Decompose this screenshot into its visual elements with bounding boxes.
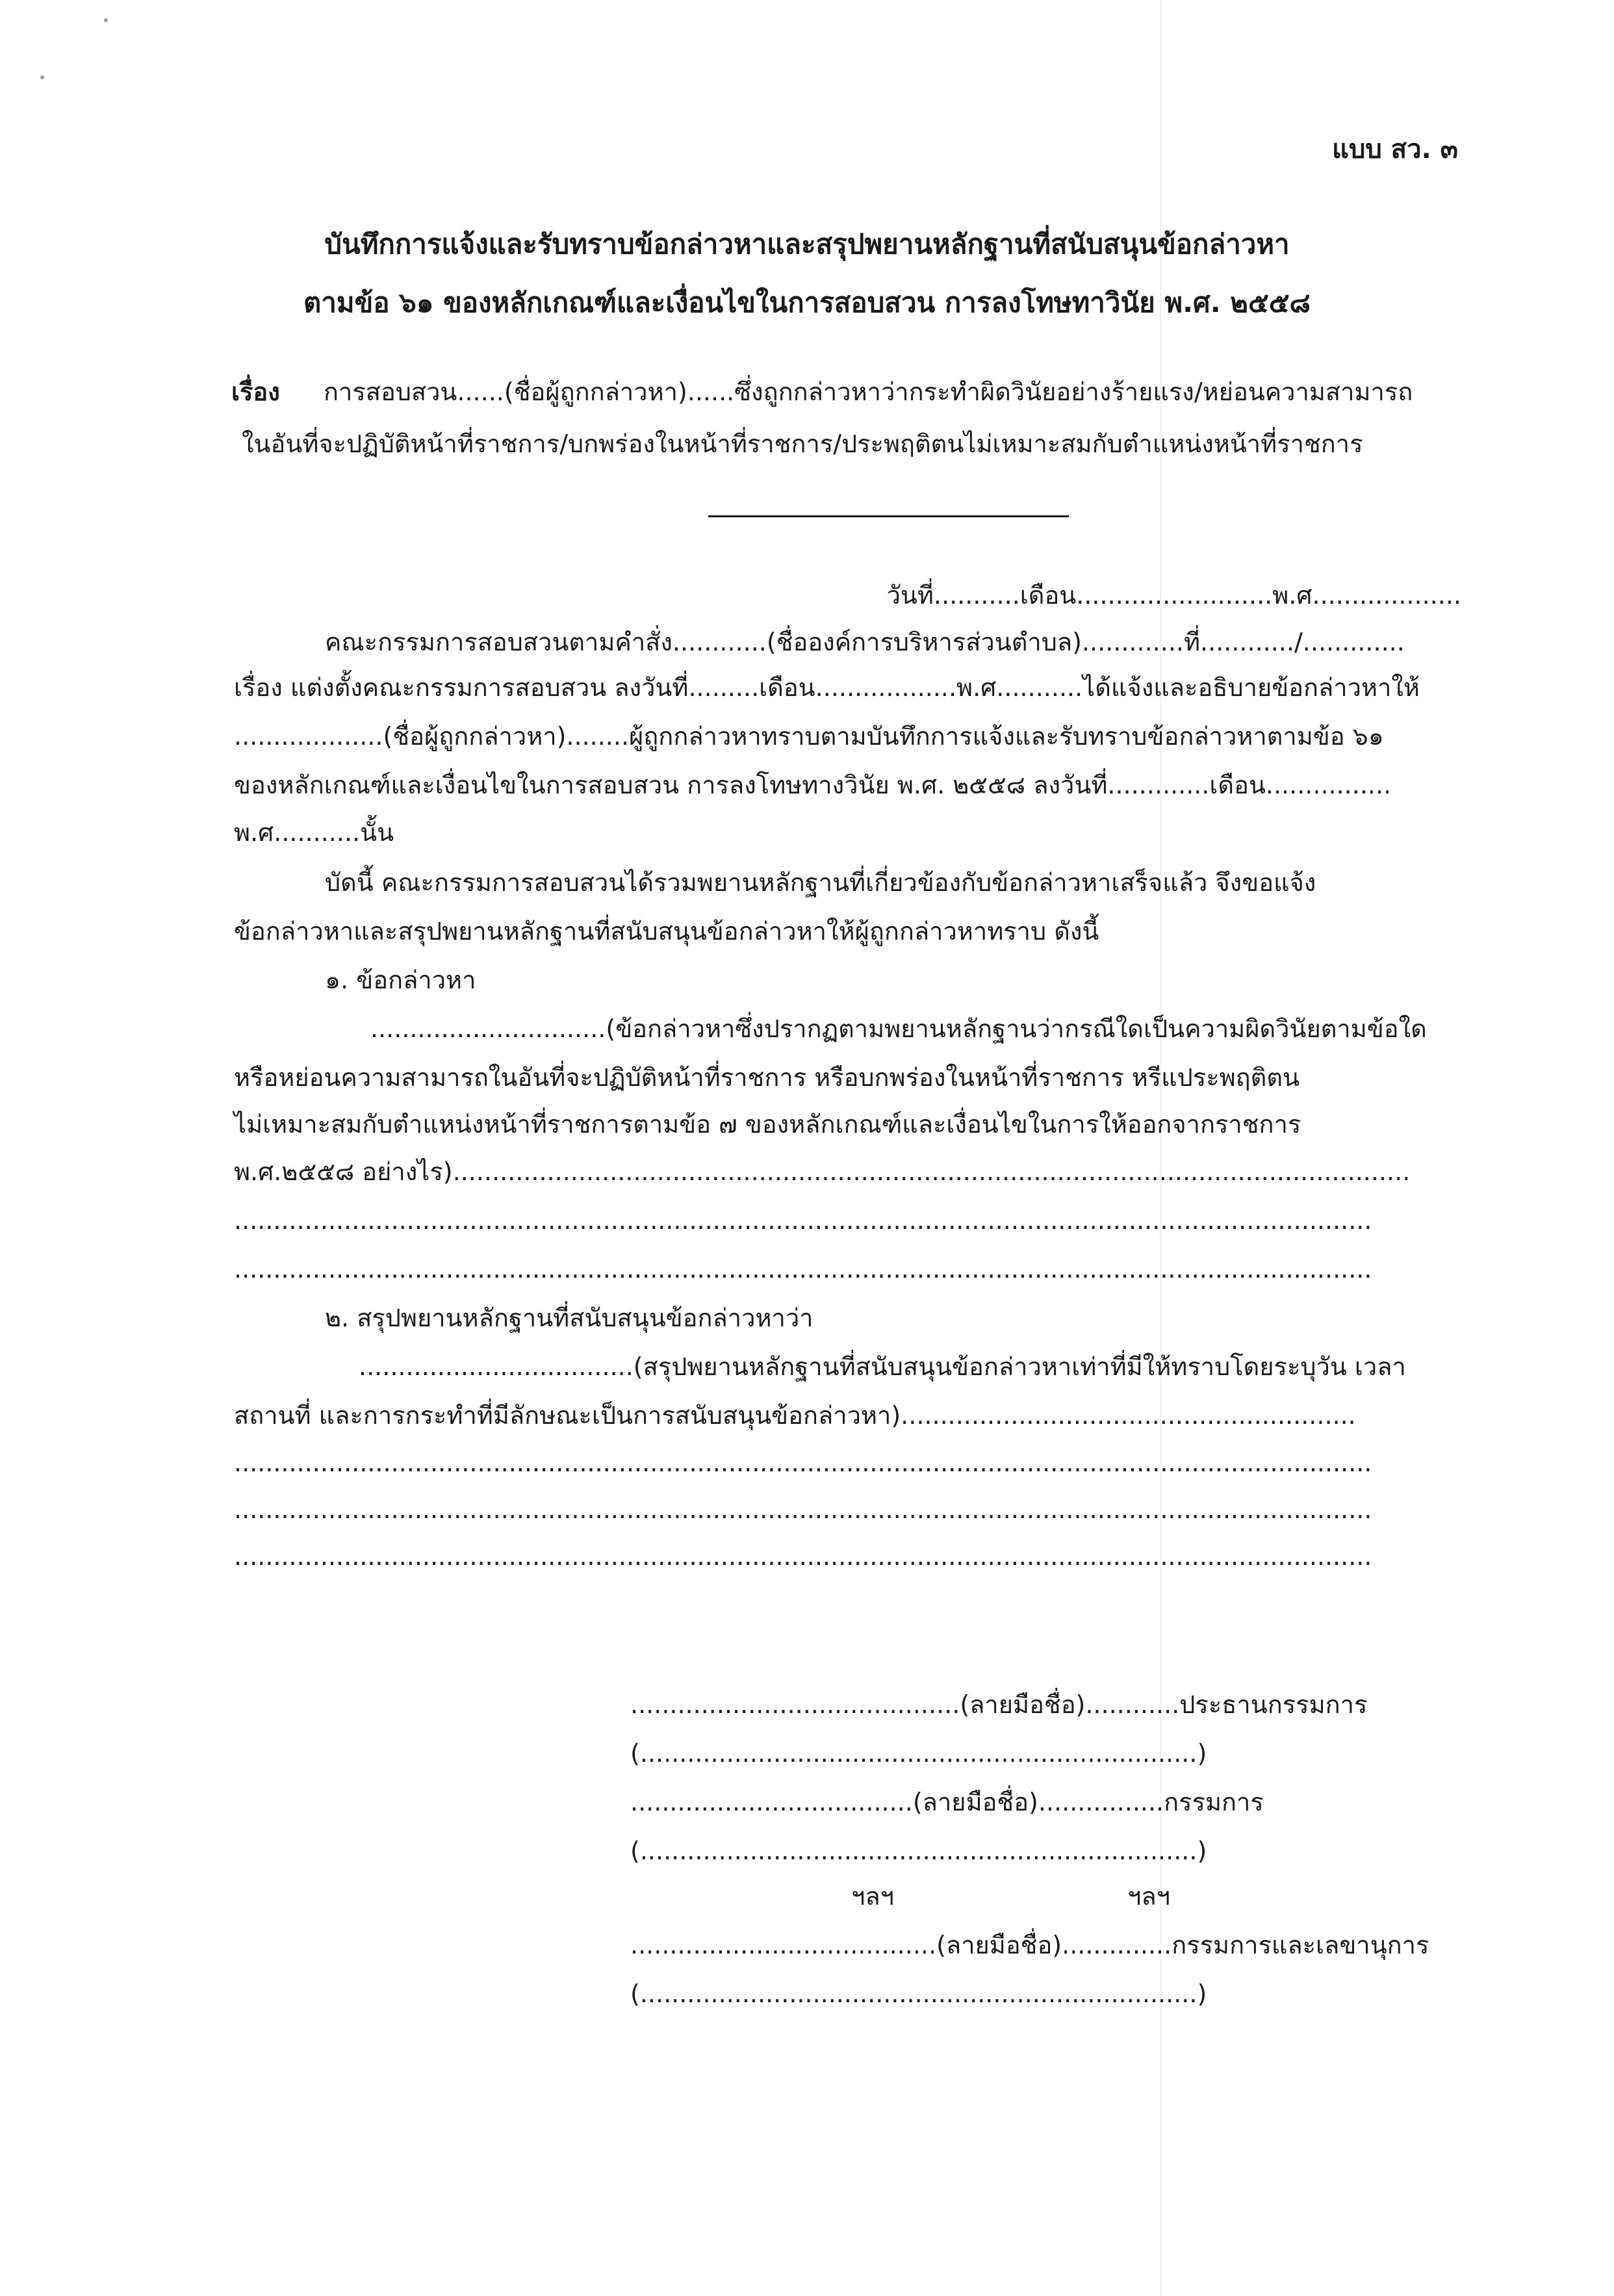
section1-line1: ..............................(ข้อกล่าวหาซึ่งปรากฏตามพยานหลักฐานว่ากรณีใดเป็นความผิดวินัยตามข้อใด [370, 1014, 1427, 1043]
paragraph1-line5: พ.ศ...........นั้น [234, 818, 394, 847]
section1-line4: พ.ศ.๒๕๕๘ อย่างไร).......................................................................................................................... [234, 1157, 1411, 1186]
section2-heading: ๒. สรุปพยานหลักฐานที่สนับสนุนข้อกล่าวหาว่า [325, 1304, 813, 1332]
divider-rule [708, 515, 1069, 517]
section1-line5: ................................................................................................................................................. [234, 1206, 1372, 1235]
signature-secretary-line: .......................................(ลายมือชื่อ)..............กรรมการและเลขานุการ [630, 1931, 1429, 1959]
paragraph1-line3: ...................(ชื่อผู้ถูกกล่าวหา)........ผู้ถูกกล่าวหาทราบตามบันทึกการแจ้งและรับทราบข้อกล่าวหาตามข้อ ๖๑ [234, 722, 1384, 751]
paragraph1-line1: คณะกรรมการสอบสวนตามคำสั่ง............(ชื่อองค์การบริหารส่วนตำบล).............ที่............/............. [325, 628, 1405, 656]
section2-line2: สถานที่ และการกระทำที่มีลักษณะเป็นการสนับสนุนข้อกล่าวหา).......................................................... [234, 1401, 1356, 1430]
section2-line5: ................................................................................................................................................. [234, 1542, 1372, 1571]
signature-chair-name: (.......................................................................) [630, 1739, 1207, 1768]
document-title-line1: บันทึกการแจ้งและรับทราบข้อกล่าวหาและสรุปพยานหลักฐานที่สนับสนุนข้อกล่าวหา [324, 228, 1290, 260]
signature-chair-line: ..........................................(ลายมือชื่อ)............ประธานกรรมการ [630, 1690, 1368, 1719]
document-title-line2: ตามข้อ ๖๑ ของหลักเกณฑ์และเงื่อนไขในการสอบสวน การลงโทษทาวินัย พ.ศ. ๒๕๕๘ [303, 287, 1311, 318]
section1-heading: ๑. ข้อกล่าวหา [325, 966, 476, 994]
paragraph2-line1: บัดนี้ คณะกรรมการสอบสวนได้รวมพยานหลักฐานที่เกี่ยวข้องกับข้อกล่าวหาเสร็จแล้ว จึงขอแจ้ง [325, 868, 1316, 897]
signature-member-line: ....................................(ลายมือชื่อ)................กรรมการ [630, 1788, 1264, 1816]
subject-label: เรื่อง [231, 378, 280, 406]
scan-speck [40, 75, 44, 79]
section1-line2: หรือหย่อนความสามารถในอันที่จะปฏิบัติหน้าที่ราชการ หรือบกพร่องในหน้าที่ราชการ หรีแประพฤติตน [234, 1063, 1300, 1092]
signature-member-name: (.......................................................................) [630, 1837, 1207, 1865]
paragraph1-line4: ของหลักเกณฑ์และเงื่อนไขในการสอบสวน การลงโทษทางวินัย พ.ศ. ๒๕๕๘ ลงวันที่.............เดือน................ [234, 771, 1392, 799]
etc-mark-right: ฯลฯ [1127, 1882, 1170, 1911]
paragraph2-line2: ข้อกล่าวหาและสรุปพยานหลักฐานที่สนับสนุนข้อกล่าวหาให้ผู้ถูกกล่าวหาทราบ ดังนี้ [234, 917, 1099, 946]
scan-speck [104, 18, 108, 22]
etc-mark-left: ฯลฯ [851, 1882, 894, 1911]
section2-line4: ................................................................................................................................................. [234, 1495, 1372, 1524]
subject-line1: การสอบสวน......(ชื่อผู้ถูกกล่าวหา)......ซึ่งถูกกล่าวหาว่ากระทำผิดวินัยอย่างร้ายแรง/หย่อนความสามารถ [324, 378, 1413, 406]
subject-line2: ในอันที่จะปฏิบัติหน้าที่ราชการ/บกพร่องในหน้าที่ราชการ/ประพฤติตนไม่เหมาะสมกับตำแหน่งหน้าที่ราชการ [242, 430, 1363, 458]
paragraph1-line2: เรื่อง แต่งตั้งคณะกรรมการสอบสวน ลงวันที่.........เดือน..................พ.ศ...........ได้แจ้งและอธิบายข้อกล่าวหาให้ [234, 673, 1420, 702]
section2-line3: ................................................................................................................................................. [234, 1449, 1372, 1477]
section2-line1: ...................................(สรุปพยานหลักฐานที่สนับสนุนข้อกล่าวหาเท่าที่มีให้ทราบโดยระบุวัน เวลา [359, 1352, 1406, 1381]
form-code: แบบ สว. ๓ [1332, 135, 1458, 164]
date-line: วันที่...........เดือน.........................พ.ศ................... [886, 581, 1461, 610]
signature-secretary-name: (.......................................................................) [630, 1980, 1207, 2008]
section1-line6: ................................................................................................................................................. [234, 1255, 1372, 1283]
section1-line3: ไม่เหมาะสมกับตำแหน่งหน้าที่ราชการตามข้อ ๗ ของหลักเกณฑ์และเงื่อนไขในการให้ออกจากราชการ [234, 1110, 1301, 1139]
